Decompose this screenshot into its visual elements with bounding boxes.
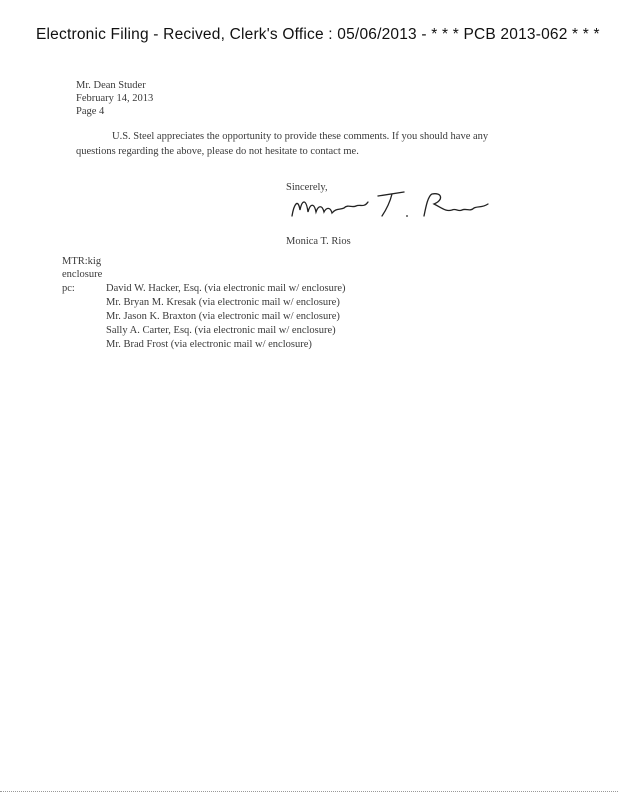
- cc-item: David W. Hacker, Esq. (via electronic mail w/ enclosure): [106, 283, 346, 294]
- enclosure-note: enclosure: [62, 269, 103, 280]
- signer-name: Monica T. Rios: [286, 236, 351, 247]
- body-text: U.S. Steel appreciates the opportunity to provide these comments. If you should have any questions regarding the above, please do not hesitate to contact me.: [76, 131, 489, 157]
- cc-item: Mr. Bryan M. Kresak (via electronic mail w/ enclosure): [106, 297, 340, 308]
- body-paragraph: [76, 129, 516, 159]
- filing-stamp: Electronic Filing - Recived, Clerk's Office : 05/06/2013 - * * * PCB 2013-062 * * *: [36, 26, 600, 43]
- cc-item: Mr. Jason K. Braxton (via electronic mail w/ enclosure): [106, 311, 340, 322]
- cc-label: pc:: [62, 283, 75, 294]
- cc-item: Mr. Brad Frost (via electronic mail w/ enclosure): [106, 339, 312, 350]
- closing: Sincerely,: [286, 182, 328, 193]
- scan-edge-divider: [0, 791, 618, 792]
- cc-item: Sally A. Carter, Esq. (via electronic mail w/ enclosure): [106, 325, 336, 336]
- page-number: Page 4: [76, 106, 105, 117]
- signature-image: [286, 186, 496, 226]
- addressee: Mr. Dean Studer: [76, 80, 146, 91]
- initials: MTR:kig: [62, 256, 102, 267]
- letter-date: February 14, 2013: [76, 93, 154, 104]
